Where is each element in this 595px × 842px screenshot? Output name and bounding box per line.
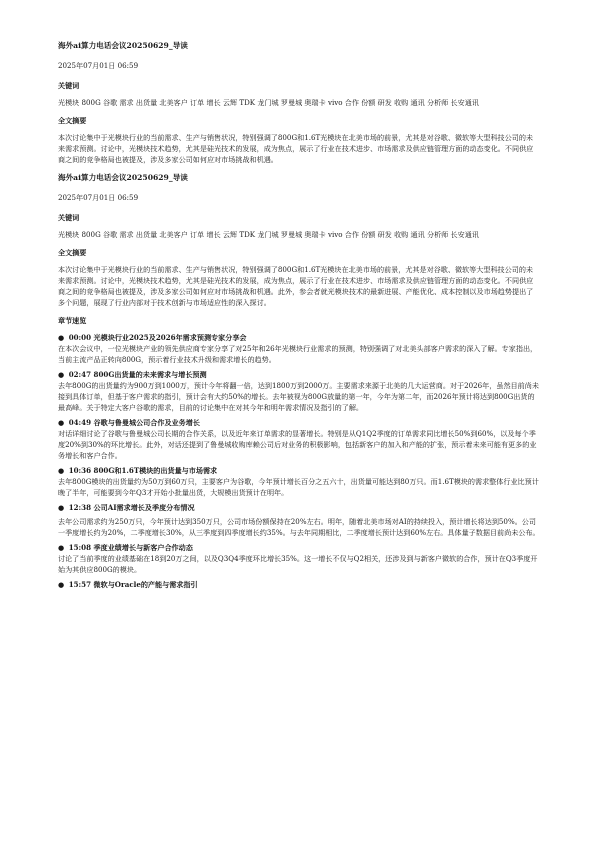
chapter-item: [58, 502, 540, 538]
chapter-title-text: 15:08 季度业绩增长与新客户合作动态: [68, 543, 193, 552]
keywords-heading: 关键词: [58, 81, 80, 90]
document-date: 2025年07月01日 06:59: [58, 61, 139, 70]
keywords-heading-repeat: 关键词: [58, 213, 80, 222]
chapter-title: [58, 502, 540, 513]
chapter-title-text: 12:38 公司AI需求增长及季度分布情况: [68, 503, 195, 512]
document-title: 海外ai算力电话会议20250629_导读: [58, 41, 188, 50]
document-date-repeat: 2025年07月01日 06:59: [58, 193, 139, 202]
bullet-icon: ●: [58, 466, 65, 475]
chapter-title: [58, 417, 540, 428]
bullet-icon: ●: [58, 370, 65, 379]
keywords-text-repeat: 光模块 800G 谷歌 需求 出货量 北美客户 订单 增长 云辉 TDK 龙门城 罗曼城 奥瑞卡 vivo 合作 份额 研发 收购 通讯 分析师 长安通讯: [58, 230, 479, 239]
chapter-title-text: 04:49 谷歌与鲁曼城公司合作及业务增长: [68, 418, 200, 427]
bullet-icon: ●: [58, 543, 65, 552]
chapter-title-text: 15:57 微软与Oracle的产能与需求指引: [68, 580, 198, 589]
bullet-icon: ●: [58, 580, 65, 589]
summary-heading-repeat: 全文摘要: [58, 248, 87, 257]
summary-text: 本次讨论集中于光模块行业的当前需求、生产与销售状况，特别强调了800G和1.6T光模块在北美市场的前景，尤其是对谷歌、微软等大型科技公司的未来需求预测。讨论中，光模块技术趋势，尤其是硅光技术的发展，成为焦点，展示了行业在技术进步、市场需求及供应链管理方面的动态变化。不同供应商之间的竞争格局也被提及，涉及多家公司如何应对市场挑战和机遇。: [58, 133, 534, 164]
chapters-heading: 章节速览: [58, 316, 87, 325]
chapter-item: [58, 465, 540, 498]
chapter-title: [58, 332, 540, 343]
document-page: [58, 40, 540, 594]
bullet-icon: ●: [58, 333, 65, 342]
chapter-item: [58, 417, 540, 461]
chapter-list: [58, 332, 540, 590]
bullet-icon: ●: [58, 418, 65, 427]
chapter-title: [58, 465, 540, 476]
chapter-title: [58, 542, 540, 553]
keywords-text: 光模块 800G 谷歌 需求 出货量 北美客户 订单 增长 云辉 TDK 龙门城 罗曼城 奥瑞卡 vivo 合作 份额 研发 收购 通讯 分析师 长安通讯: [58, 98, 479, 107]
chapter-item: [58, 542, 540, 575]
document-title-repeat: 海外ai算力电话会议20250629_导读: [58, 173, 188, 182]
chapter-title-text: 10:36 800G和1.6T模块的出货量与市场需求: [68, 466, 218, 475]
chapter-title: [58, 369, 540, 380]
chapter-body: 对话详细讨论了谷歌与鲁曼城公司长期的合作关系，以及近年来订单需求的显著增长。特别是从Q1Q2季度的订单需求同比增长50%到60%，以及每个季度20%到30%的环比增长。此外，对话还提到了鲁曼城收购库赖公司后对业务的积极影响，包括新客户的加入和产能的扩张，预示着未来可能有更多的业务增长和客户合作。: [58, 429, 537, 460]
chapter-item: [58, 579, 540, 590]
summary-heading: 全文摘要: [58, 116, 87, 125]
chapter-title: [58, 579, 540, 590]
chapter-item: [58, 332, 540, 365]
chapter-title-text: 02:47 800G出货量的未来需求与增长预测: [68, 370, 207, 379]
chapter-body: 去年800G的出货量约为900万到1000万，预计今年将翻一倍，达到1800万到2000万。主要需求来源于北美的几大运营商。对于2026年，虽然目前尚未接到具体订单，但基于客户需求的指引，预计会有大约50%的增长。去年被视为800G放量的第一年，今年为第二年，而2026年预计将达到800G出货的最高峰。关于特定大客户谷歌的需求，目前的讨论集中在对其今年和明年需求情况及指引的了解。: [58, 381, 539, 412]
chapter-body: 讨论了当前季度的业绩基础在18到20万之间，以及Q3Q4季度环比增长35%。这一增长不仅与Q2相关，还涉及到与新客户微软的合作，预计在Q3季度开始为其供应800G的模块。: [58, 554, 538, 574]
chapter-body: 去年公司需求约为250万只，今年预计达到350万只，公司市场份额保持在20%左右。明年，随着北美市场对AI的持续投入，预计增长将达到50%。公司一季度增长约为20%，二季度增长30%，从三季度到四季度增长约35%。与去年同期相比，二季度增长预计达到60%左右。具体量子数据目前尚未公布。: [58, 517, 540, 537]
chapter-body: 在本次会议中，一位光模块产业的领先供应商专家分享了对25年和26年光模块行业需求的预测，特别强调了对北美头部客户需求的深入了解。专家指出，当前主流产品正转向800G，预示着行业技术升级和需求增长的趋势。: [58, 344, 538, 364]
bullet-icon: ●: [58, 503, 65, 512]
chapter-title-text: 00:00 光模块行业2025及2026年需求预测专家分享会: [68, 333, 247, 342]
chapter-item: [58, 369, 540, 413]
chapter-body: 去年800G模块的出货量约为50万到60万只，主要客户为谷歌，今年预计增长百分之五六十，出货量可能达到80万只。而1.6T模块的需求整体行业比预计晚了半年，可能要到今年Q3才开始小批量出货，大规模出货预计在明年。: [58, 477, 539, 497]
summary-text-repeat: 本次讨论集中于光模块行业的当前需求、生产与销售状况，特别强调了800G和1.6T光模块在北美市场的前景，尤其是对谷歌、微软等大型科技公司的未来需求预测。讨论中，光模块技术趋势，尤其是硅光技术的发展，成为焦点，展示了行业在技术进步、市场需求及供应链管理方面的动态变化。不同供应商之间的竞争格局也被提及，涉及多家公司如何应对市场挑战和机遇。此外，参会者就光模块技术的最新进展、产能优化、成本控制以及市场趋势提出了多个问题，展现了行业内部对于技术创新与市场适应性的深入探讨。: [58, 265, 534, 307]
